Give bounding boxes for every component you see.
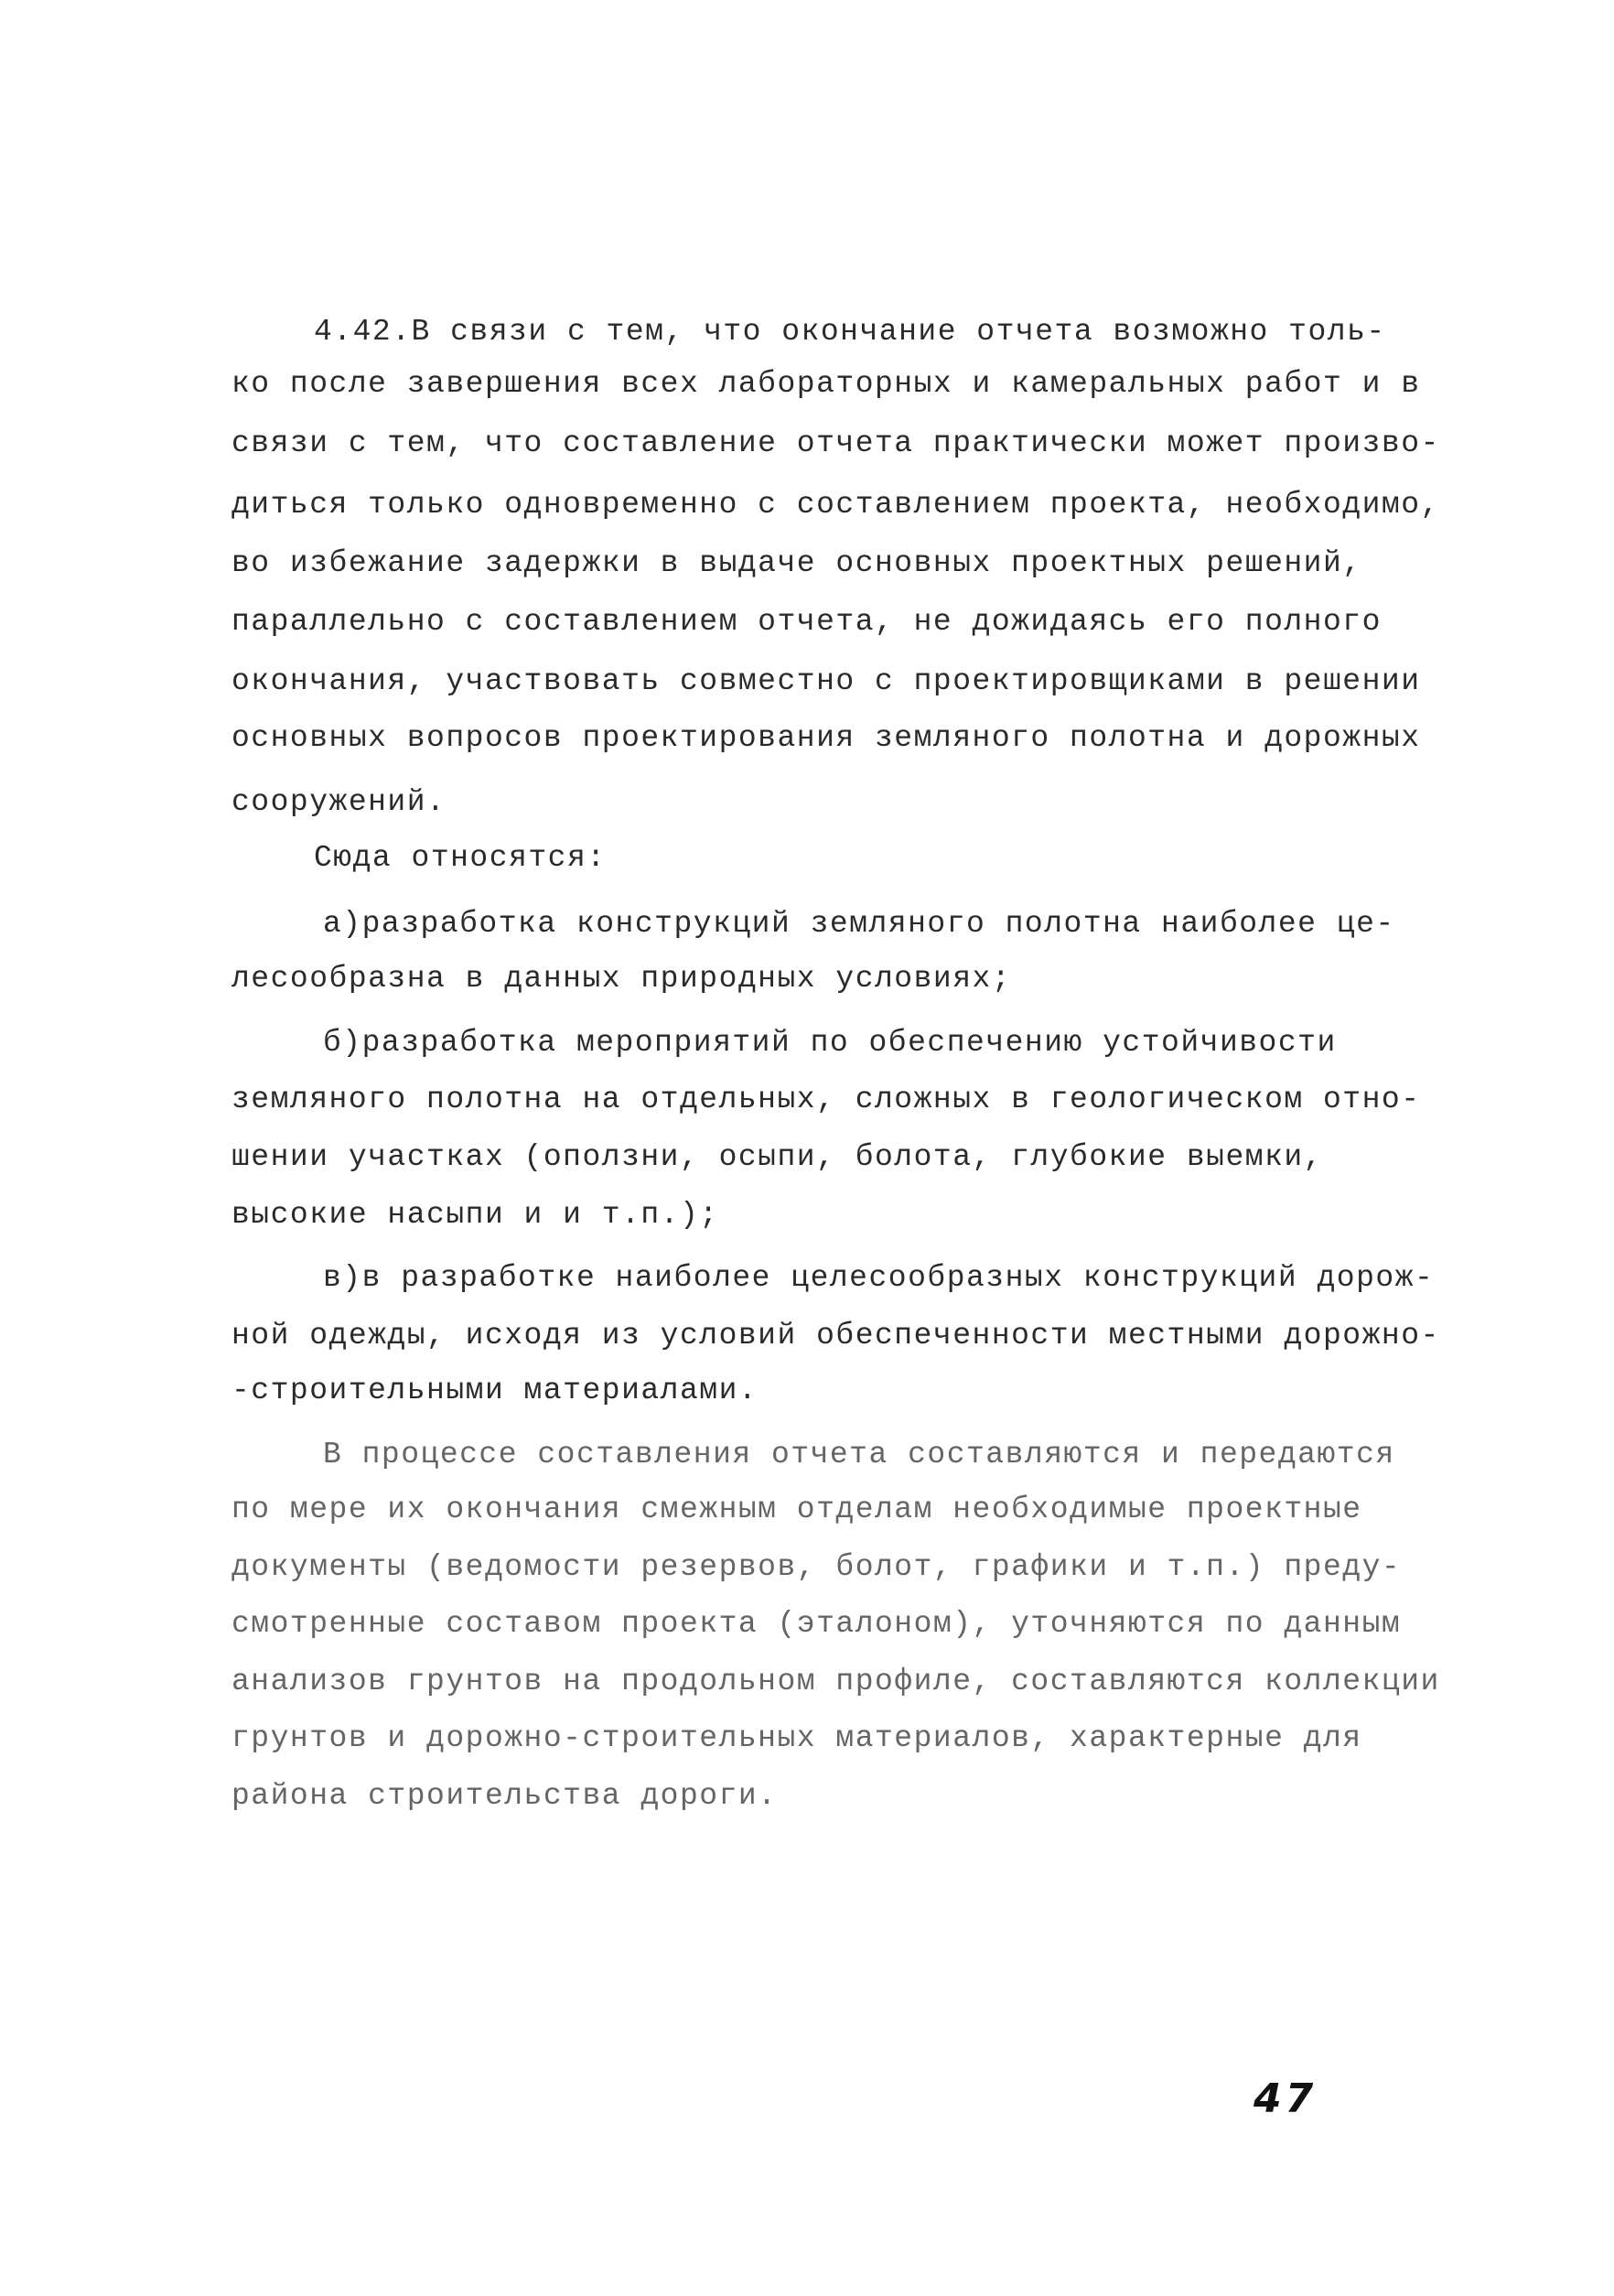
- text-line: основных вопросов проектирования земляного полотна и дорожных: [231, 721, 1421, 755]
- text-line: высокие насыпи и и т.п.);: [231, 1198, 719, 1232]
- text-line: во избежание задержки в выдаче основных проектных решений,: [231, 546, 1362, 580]
- text-line: Сюда относятся:: [314, 841, 607, 875]
- page-number: 47: [1254, 2075, 1318, 2122]
- text-line: б)разработка мероприятий по обеспечению устойчивости: [323, 1026, 1337, 1060]
- text-line: окончания, участвовать совместно с проектировщиками в решении: [231, 664, 1421, 698]
- text-line: лесообразна в данных природных условиях;: [231, 962, 1012, 996]
- text-line: в)в разработке наиболее целесообразных конструкций дорож-: [323, 1261, 1435, 1295]
- text-line: ной одежды, исходя из условий обеспеченности местными дорожно-: [231, 1319, 1440, 1353]
- text-line: анализов грунтов на продольном профиле, составляются коллекции: [231, 1665, 1440, 1698]
- text-line: 4.42.В связи с тем, что окончание отчета возможно толь-: [314, 315, 1386, 349]
- text-line: района строительства дороги.: [231, 1779, 778, 1813]
- text-line: диться только одновременно с составлением проекта, необходимо,: [231, 488, 1440, 522]
- text-line: -строительными материалами.: [231, 1374, 759, 1407]
- text-line: документы (ведомости резервов, болот, графики и т.п.) преду-: [231, 1550, 1402, 1584]
- text-line: шении участках (оползни, осыпи, болота, глубокие выемки,: [231, 1140, 1323, 1174]
- text-line: сооружений.: [231, 785, 447, 819]
- text-line: ко после завершения всех лабораторных и камеральных работ и в: [231, 367, 1421, 401]
- text-line: связи с тем, что составление отчета практически может произво-: [231, 426, 1440, 460]
- text-line: параллельно с составлением отчета, не дожидаясь его полного: [231, 605, 1382, 639]
- text-line: по мере их окончания смежным отделам необходимые проектные: [231, 1493, 1362, 1526]
- text-line: а)разработка конструкций земляного полотна наиболее це-: [323, 907, 1395, 941]
- text-line: грунтов и дорожно-строительных материалов, характерные для: [231, 1721, 1362, 1755]
- text-line: земляного полотна на отдельных, сложных в геологическом отно-: [231, 1083, 1421, 1116]
- text-line: В процессе составления отчета составляются и передаются: [323, 1438, 1395, 1471]
- text-line: смотренные составом проекта (эталоном), уточняются по данным: [231, 1607, 1402, 1641]
